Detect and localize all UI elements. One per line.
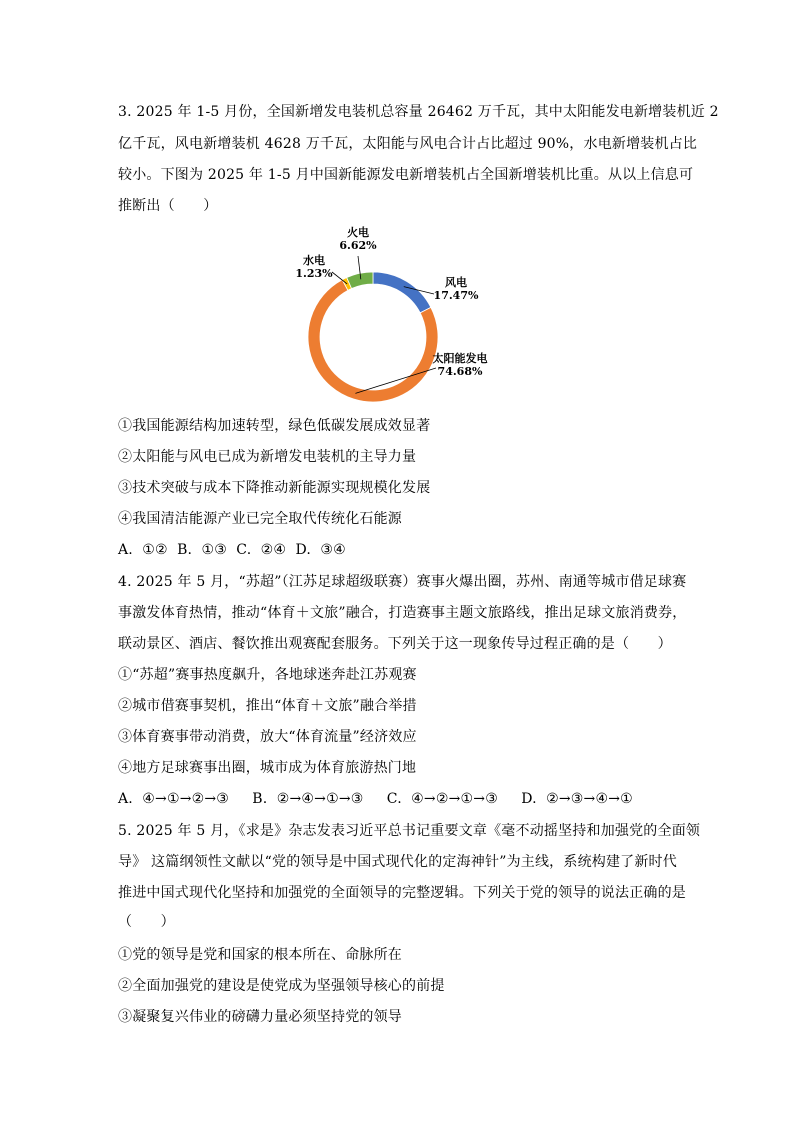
q3-stem-line-2: 亿千瓦，风电新增装机 4628 万千瓦，太阳能与风电合计占比超过 90%，水电新增装机占比 [118,136,698,152]
label-thermal-value: 6.62% [339,239,377,252]
q5-stem-line-4: （ ） [118,914,175,930]
q3-option-1: ①我国能源结构加速转型，绿色低碳发展成效显著 [118,418,431,434]
q5-option-2: ②全面加强党的建设是使党成为坚强领导核心的前提 [118,978,445,994]
q4-stem-line-1: 4. 2025 年 5 月，“苏超”（江苏足球超级联赛）赛事火爆出圈，苏州、南通等城市借足球赛 [118,574,687,590]
q3-option-4: ④我国清洁能源产业已完全取代传统化石能源 [118,511,402,527]
slice-wind [373,272,431,313]
q3-stem-line-4: 推断出（ ） [118,198,218,214]
q4-stem-line-2: 事激发体育热情，推动“体育＋文旅”融合，打造赛事主题文旅路线，推出足球文旅消费券， [118,605,687,621]
label-wind-name: 风电 [445,276,467,289]
q4-stem-line-3: 联动景区、酒店、餐饮推出观赛配套服务。下列关于这一现象传导过程正确的是（ ） [118,636,672,652]
q4-option-3: ③体育赛事带动消费，放大“体育流量”经济效应 [118,729,417,745]
q4-option-1: ①“苏超”赛事热度飙升，各地球迷奔赴江苏观赛 [118,667,417,683]
q3-option-2: ②太阳能与风电已成为新增发电装机的主导力量 [118,449,417,465]
q3-option-3: ③技术突破与成本下降推动新能源实现规模化发展 [118,480,431,496]
label-thermal-name: 火电 [347,226,369,239]
label-solar-value: 74.68% [437,365,483,378]
q5-stem-line-2: 导》 这篇纲领性文献以“党的领导是中国式现代化的定海神针”为主线，系统构建了新时代 [118,854,677,870]
q3-answer-choices: A. ①② B. ①③ C. ②④ D. ③④ [118,542,346,558]
donut-chart [270,222,530,412]
q4-answer-choices: A. ④→①→②→③ B. ②→④→①→③ C. ④→②→①→③ D. ②→③→④→① [118,791,633,807]
q3-stem-line-3: 较小。下图为 2025 年 1-5 月中国新能源发电新增装机占全国新增装机比重。从以上信息可 [118,167,694,183]
label-hydro-value: 1.23% [295,267,333,280]
label-hydro-name: 水电 [303,254,325,267]
q5-option-1: ①党的领导是党和国家的根本所在、命脉所在 [118,947,402,963]
q5-stem-line-1: 5. 2025 年 5 月，《求是》杂志发表习近平总书记重要文章《毫不动摇坚持和加强党的全面领 [118,823,701,839]
label-wind-value: 17.47% [433,289,479,302]
q4-option-4: ④地方足球赛事出圈，城市成为体育旅游热门地 [118,760,417,776]
q4-option-2: ②城市借赛事契机，推出“体育＋文旅”融合举措 [118,698,417,714]
label-solar-name: 太阳能发电 [432,352,488,365]
q3-stem-line-1: 3. 2025 年 1-5 月份，全国新增发电装机总容量 26462 万千瓦，其中太阳能发电新增装机近 2 [118,104,719,120]
q5-option-3: ③凝聚复兴伟业的磅礴力量必须坚持党的领导 [118,1009,402,1025]
q5-stem-line-3: 推进中国式现代化坚持和加强党的全面领导的完整逻辑。下列关于党的领导的说法正确的是 [118,885,686,901]
